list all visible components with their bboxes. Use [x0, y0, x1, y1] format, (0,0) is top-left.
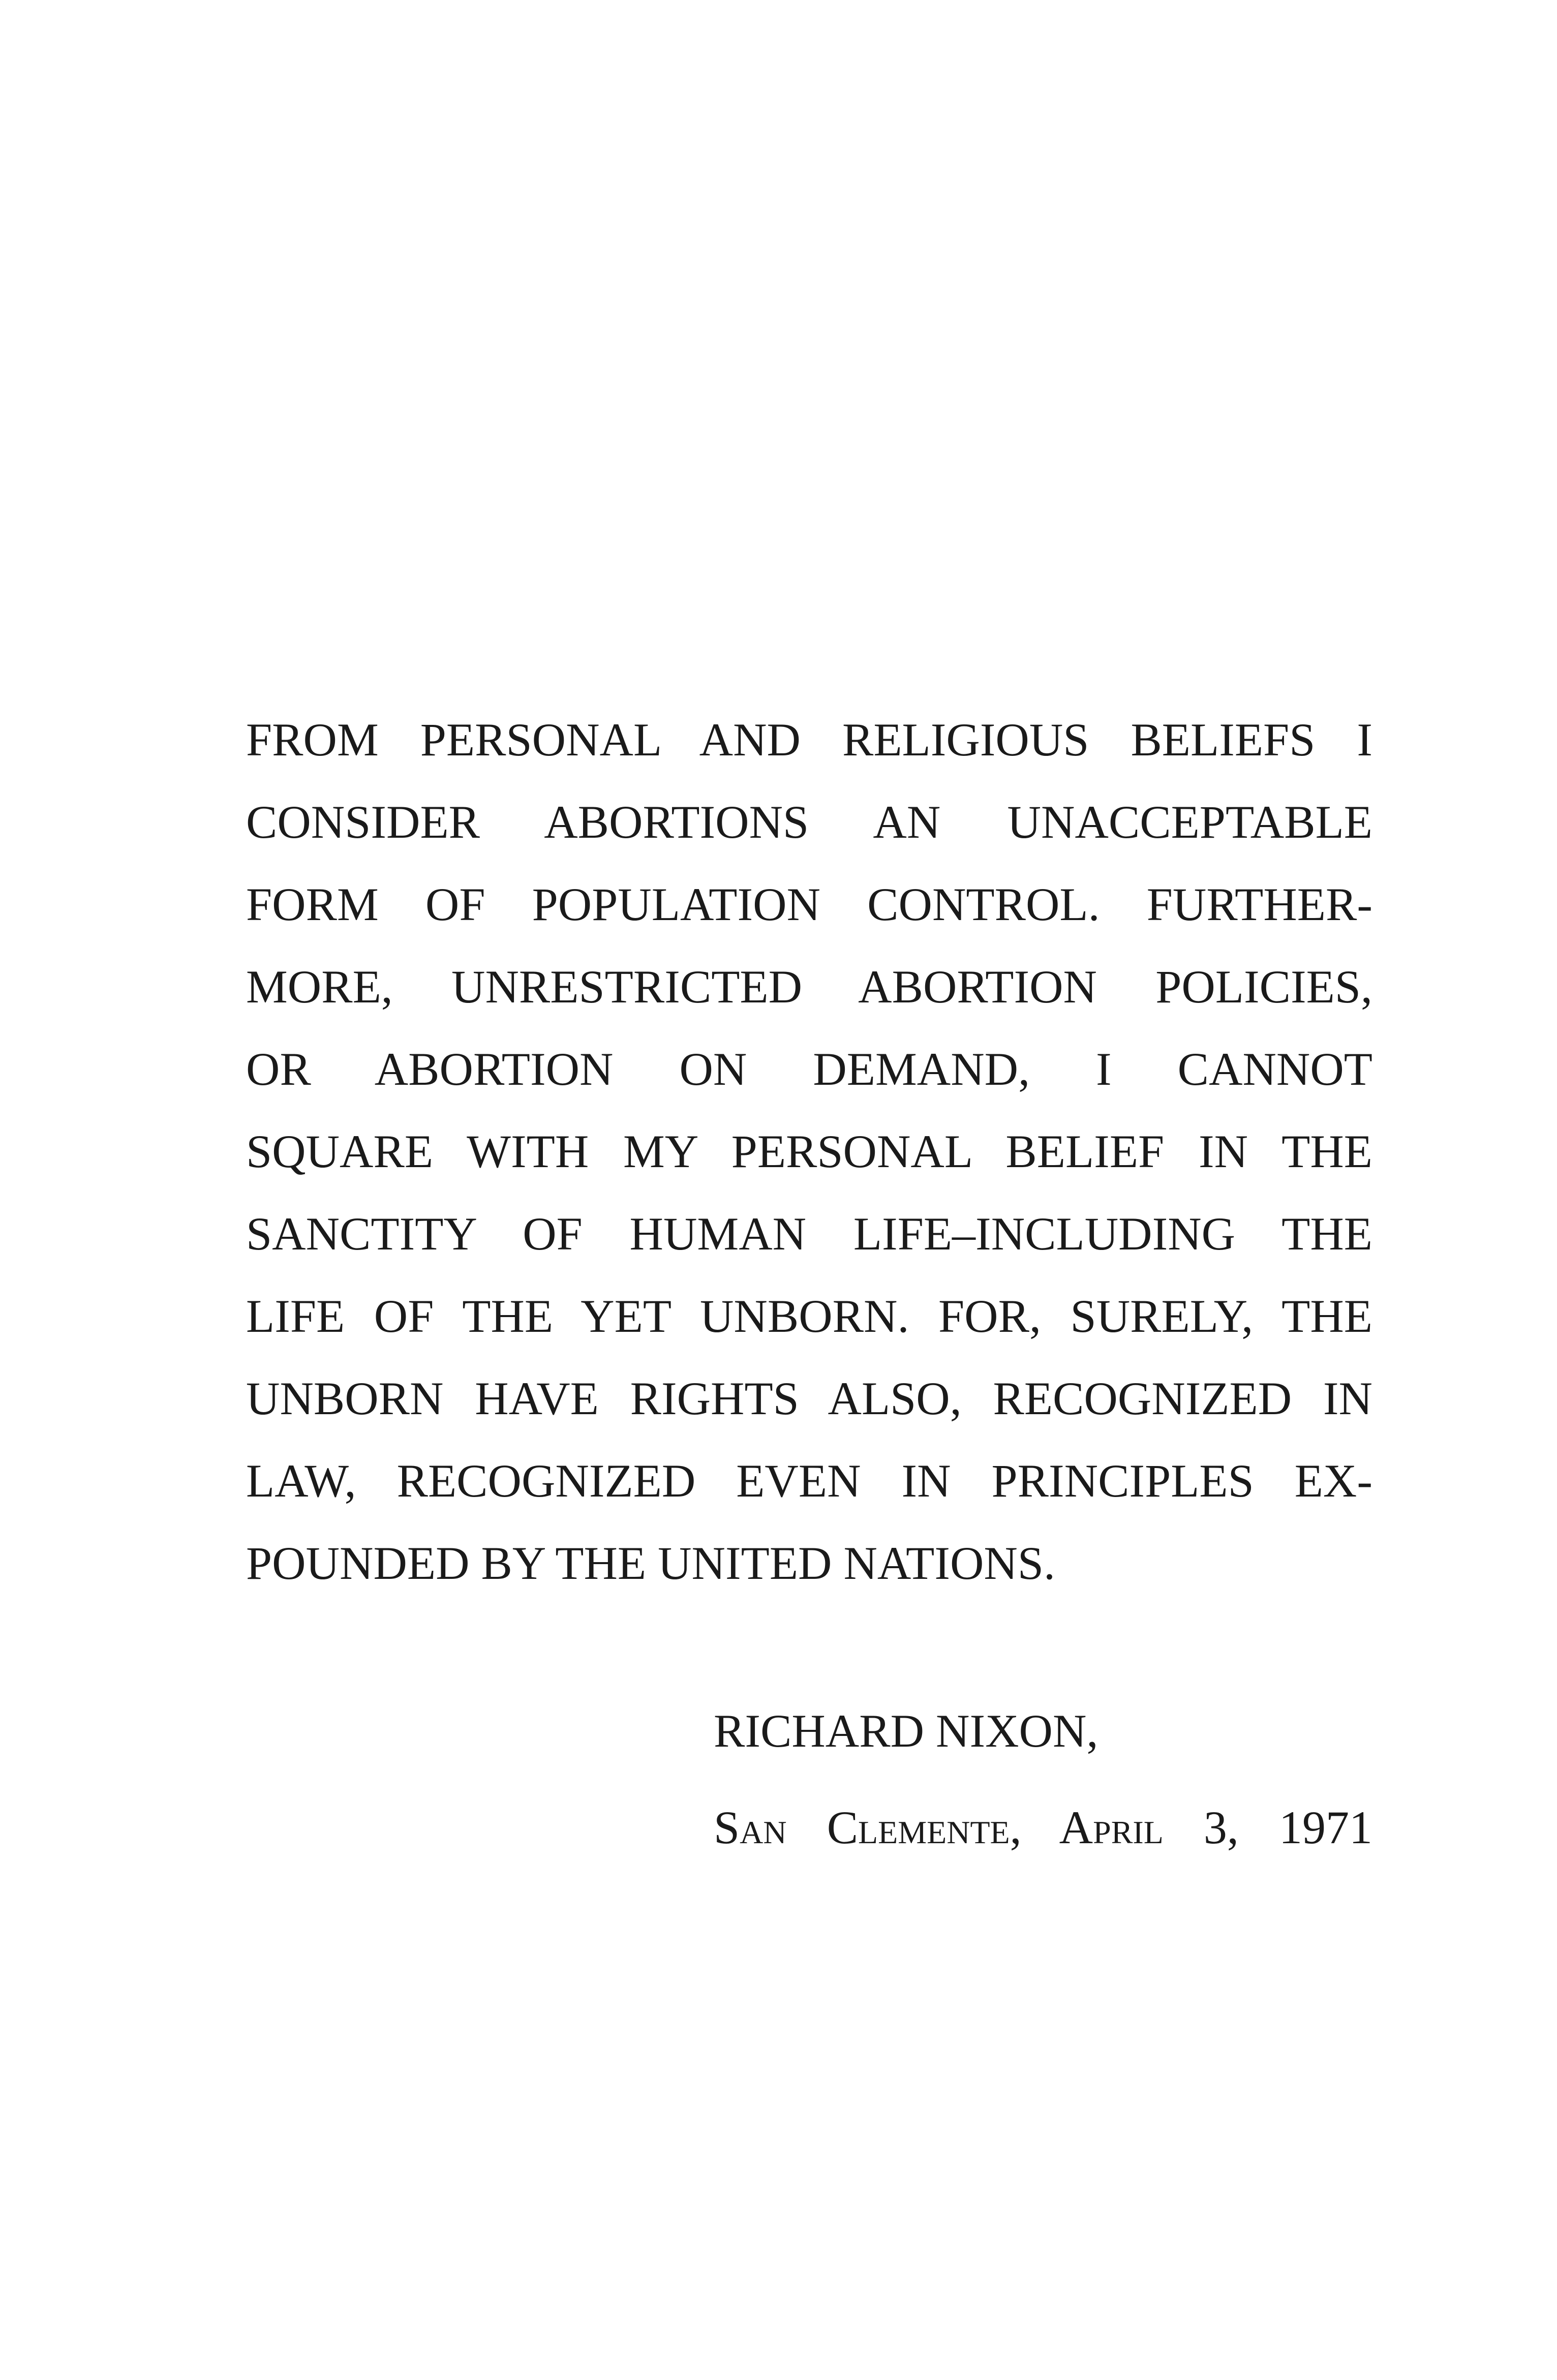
quote-line: SQUARE WITH MY PERSONAL BELIEF IN THE	[246, 1125, 1372, 1177]
signature-block	[714, 1703, 1372, 1855]
quote-line: LIFE OF THE YET UNBORN. FOR, SURELY, THE	[246, 1290, 1372, 1342]
signature-place-date: San Clemente, April 3, 1971	[714, 1802, 1372, 1853]
quote-line: OR ABORTION ON DEMAND, I CANNOT	[246, 1043, 1372, 1095]
quote-line: UNBORN HAVE RIGHTS ALSO, RECOGNIZED IN	[246, 1372, 1372, 1424]
signature-name: RICHARD NIXON,	[714, 1705, 1098, 1757]
quote-line: LAW, RECOGNIZED EVEN IN PRINCIPLES EX-	[246, 1455, 1372, 1507]
quote-block	[246, 712, 1372, 1618]
quote-line: CONSIDER ABORTIONS AN UNACCEPTABLE	[246, 796, 1372, 848]
quote-line: SANCTITY OF HUMAN LIFE–INCLUDING THE	[246, 1208, 1372, 1260]
quote-line: MORE, UNRESTRICTED ABORTION POLICIES,	[246, 961, 1372, 1013]
quote-line: FROM PERSONAL AND RELIGIOUS BELIEFS I	[246, 714, 1372, 766]
quote-line: FORM OF POPULATION CONTROL. FURTHER-	[246, 878, 1372, 930]
quote-line: POUNDED BY THE UNITED NATIONS.	[246, 1537, 1056, 1589]
